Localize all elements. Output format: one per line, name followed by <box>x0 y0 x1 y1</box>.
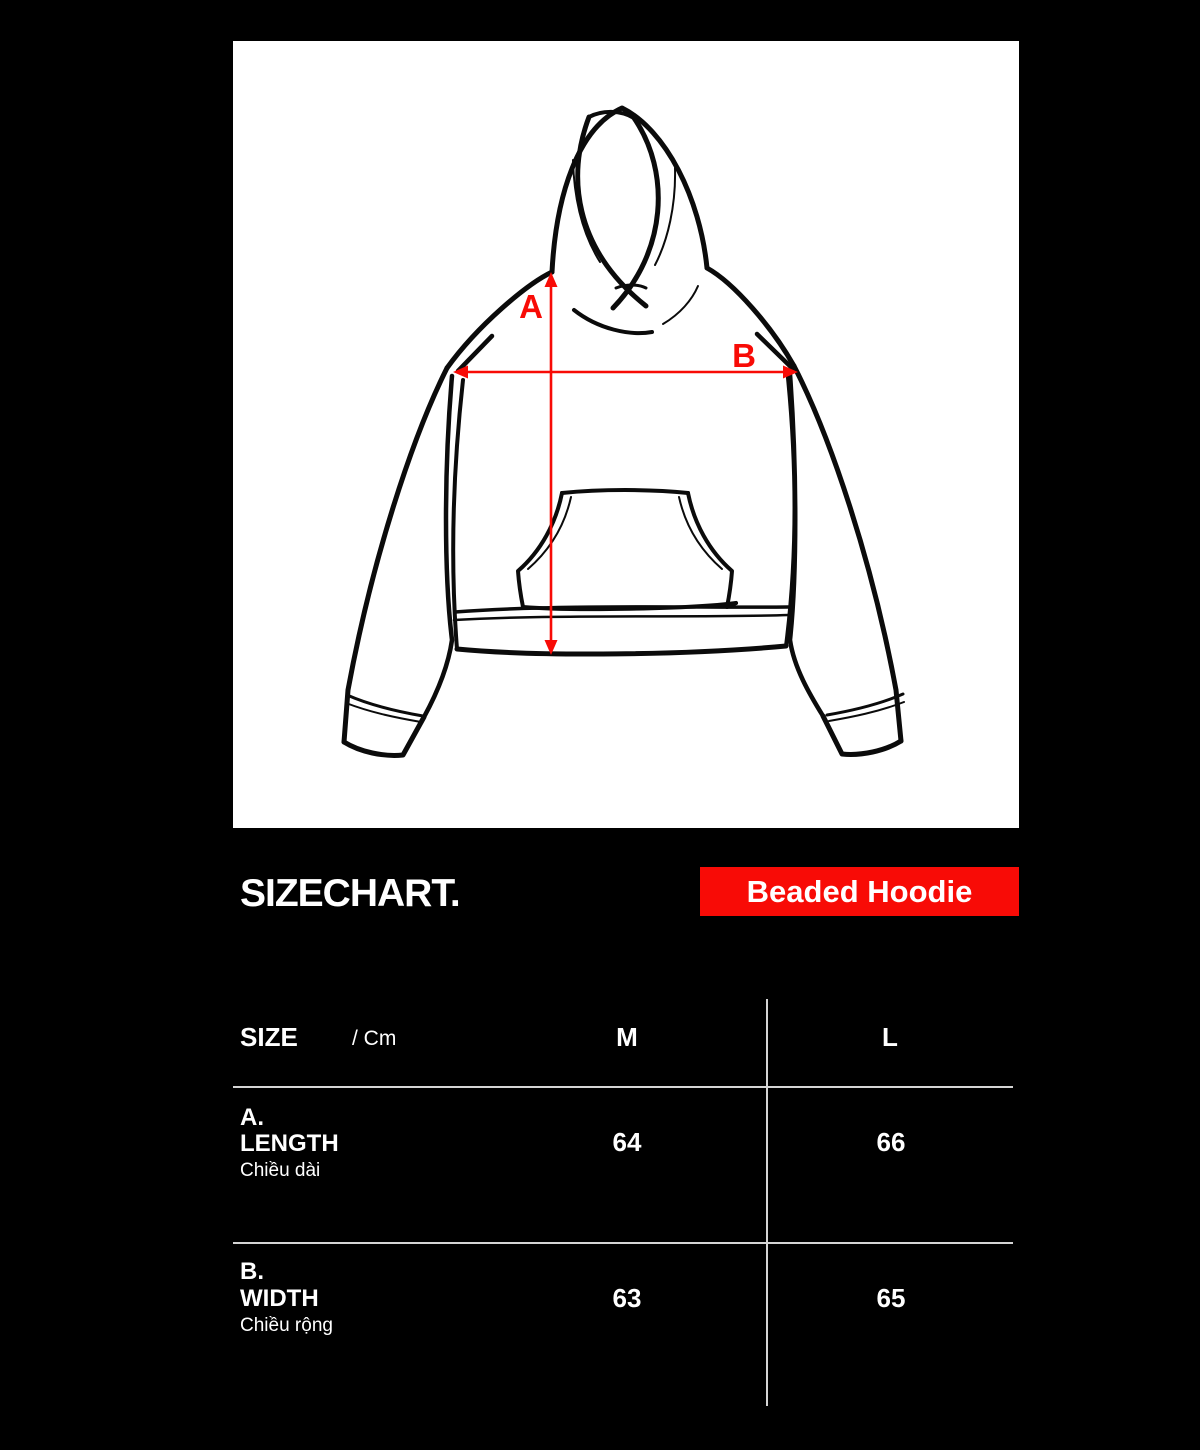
pocket-top <box>562 490 688 493</box>
cuff-left-band-line1 <box>347 695 423 716</box>
table-header-col-l: L <box>882 1022 898 1052</box>
pocket-left <box>518 493 562 607</box>
hoodie-illustration-panel <box>233 41 1019 828</box>
table-header-col-m: M <box>616 1022 638 1052</box>
sleeve-left-inner <box>424 376 452 717</box>
hood <box>552 108 707 333</box>
table-divider-header <box>233 1086 1013 1088</box>
hem-bottom <box>457 646 786 654</box>
cuff-left <box>344 717 424 755</box>
page-title: SIZECHART. <box>240 872 460 915</box>
hem-band-stitch-line <box>454 615 789 620</box>
measure-a-label: A <box>519 288 543 325</box>
row-a-code: A. <box>240 1104 264 1131</box>
row-a-measure: LENGTH <box>240 1130 339 1157</box>
row-a-value-l: 66 <box>876 1127 906 1157</box>
cuff-right <box>823 716 901 754</box>
row-b-value-l: 65 <box>876 1283 906 1313</box>
table-divider-rows <box>233 1242 1013 1244</box>
sleeve-right-outer <box>794 366 901 741</box>
body <box>447 268 795 654</box>
row-b-measure: WIDTH <box>240 1285 319 1312</box>
sleeves <box>344 366 904 755</box>
table-header-size: SIZE <box>240 1022 298 1052</box>
sleeve-left-outer <box>344 368 447 742</box>
body-side-left <box>453 380 463 649</box>
row-a-value-m: 64 <box>612 1127 642 1157</box>
row-a-measure-local: Chiều dài <box>240 1160 321 1181</box>
hoodie-diagram <box>233 41 1019 828</box>
sleeve-right-inner <box>790 374 823 716</box>
table-header-unit: / Cm <box>352 1027 397 1050</box>
hood-drape-curve <box>574 310 652 333</box>
cuff-right-band-line1 <box>827 694 903 715</box>
pocket-right <box>688 493 736 607</box>
row-b-measure-local: Chiều rộng <box>240 1315 333 1336</box>
measure-arrows <box>453 272 798 655</box>
row-b-value-m: 63 <box>612 1283 642 1313</box>
product-badge: Beaded Hoodie <box>700 867 1019 916</box>
table-column-divider <box>766 999 768 1406</box>
armhole-seam-left <box>458 336 492 371</box>
measure-b-label: B <box>732 337 756 374</box>
hood-drape-accent <box>663 286 698 324</box>
row-b-code: B. <box>240 1258 264 1285</box>
